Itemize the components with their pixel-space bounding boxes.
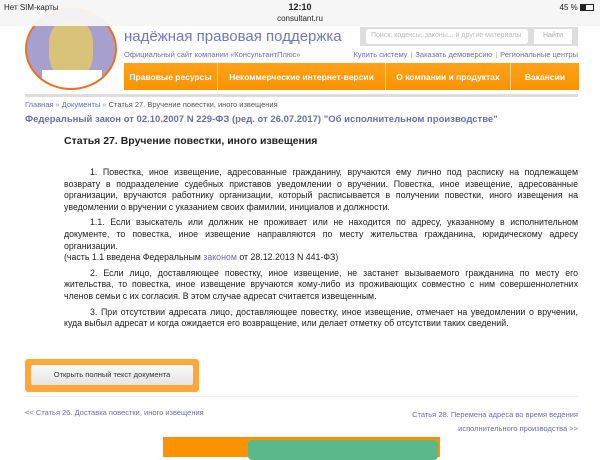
open-full-text-wrapper bbox=[25, 359, 199, 392]
note-text: (часть 1.1 введена Федеральным bbox=[64, 252, 204, 263]
clock: 12:10 bbox=[288, 2, 312, 12]
paragraph: 3. При отсутствии адресата лицо, доставляющее повестку, иное извещение, отмечает на уведомлении о вручении, куда выбыл адресат и когда ожидается его возвращение, или делает отметку об отсутствии таких сведений. bbox=[64, 306, 578, 329]
search-button[interactable]: Найти bbox=[534, 29, 572, 44]
next-link-line[interactable]: исполнительного производства >> bbox=[458, 424, 578, 433]
law-title: Федеральный закон от 02.10.2007 N 229-ФЗ (ред. от 26.07.2017) "Об исполнительном производстве" bbox=[25, 114, 498, 125]
divider bbox=[25, 94, 578, 97]
search-form bbox=[360, 27, 578, 46]
open-full-text-button[interactable]: Открыть полный текст документа bbox=[31, 365, 193, 385]
breadcrumb-documents[interactable]: Документы bbox=[61, 100, 101, 109]
top-links: Купить систему | Заказать демоверсию | Региональные центры bbox=[353, 50, 578, 59]
prev-article-link[interactable]: << Статья 26. Доставка повестки, иного извещения bbox=[25, 408, 204, 417]
breadcrumb-home[interactable]: Главная bbox=[25, 100, 54, 109]
article-title: Статья 27. Вручение повестки, иного извещения bbox=[64, 135, 318, 147]
divider bbox=[25, 396, 578, 397]
promo-banner[interactable] bbox=[163, 437, 440, 457]
buy-link[interactable]: Купить систему bbox=[353, 50, 408, 59]
paragraph: 2. Если лицо, доставляющее повестку, иное извещение, не застанет вызываемого гражданина по месту его жительства, то повестка, иное извещение вручаются кому-либо из проживающих совместно с ним совершеннолетних членов семьи с их согласия. В этом случае адресат считается извещенным. bbox=[64, 267, 578, 301]
battery-percent: 45 % bbox=[559, 3, 578, 12]
note-text: от 28.12.2013 N 441-ФЗ) bbox=[236, 252, 339, 263]
nav-about[interactable]: О компании и продуктах bbox=[386, 63, 511, 90]
amendment-note bbox=[64, 252, 578, 264]
nav-vacancies[interactable]: Вакансии bbox=[524, 71, 566, 82]
status-bar bbox=[0, 0, 600, 26]
paragraph: 1. Повестка, иное извещение, адресованные гражданину, вручаются ему лично под расписку на подлежащем возврату в подразделение судебных приставов уведомлении о вручении. Повестка, иное извещение, адресованные организации, вручаются работнику организации, который расписывается в получении повестки, иного извещения на уведомлении о вручении с указанием своих фамилии, инициалов и должности. bbox=[64, 167, 578, 212]
regional-link[interactable]: Региональные центры bbox=[500, 50, 578, 59]
paragraph: 1.1. Если взыскатель или должник не проживает или не находится по адресу, указанному в исполнительном документе, то повестка, иное извещение направляются по месту жительства гражданина, юридическому адресу организации. bbox=[64, 217, 578, 251]
nav-legal-resources[interactable]: Правовые ресурсы bbox=[124, 63, 218, 90]
law-link[interactable]: законом bbox=[203, 252, 237, 263]
battery-icon bbox=[580, 4, 594, 11]
nav-free-versions[interactable]: Некоммерческие интернет-версии bbox=[218, 63, 386, 90]
official-site-text: Официальный сайт компании «КонсультантПлюс» bbox=[124, 50, 301, 59]
breadcrumb: Главная » Документы » Статья 27. Вручение повестки, иного извещения bbox=[25, 100, 278, 109]
breadcrumb-current: Статья 27. Вручение повестки, иного извещения bbox=[108, 100, 278, 109]
demo-link[interactable]: Заказать демоверсию bbox=[415, 50, 493, 59]
battery bbox=[534, 3, 594, 12]
brand-slogan: надёжная правовая поддержка bbox=[124, 28, 342, 45]
search-input[interactable]: Поиск: кодексы, законы... и другие материалы bbox=[366, 29, 528, 44]
carrier: Нет SIM-карты bbox=[4, 3, 59, 12]
main-nav bbox=[124, 63, 579, 90]
article-body bbox=[64, 167, 578, 334]
next-article-link[interactable] bbox=[412, 408, 578, 436]
next-link-line[interactable]: Статья 28. Перемена адреса во время ведения bbox=[412, 410, 578, 419]
url-bar[interactable]: consultant.ru bbox=[277, 14, 323, 23]
